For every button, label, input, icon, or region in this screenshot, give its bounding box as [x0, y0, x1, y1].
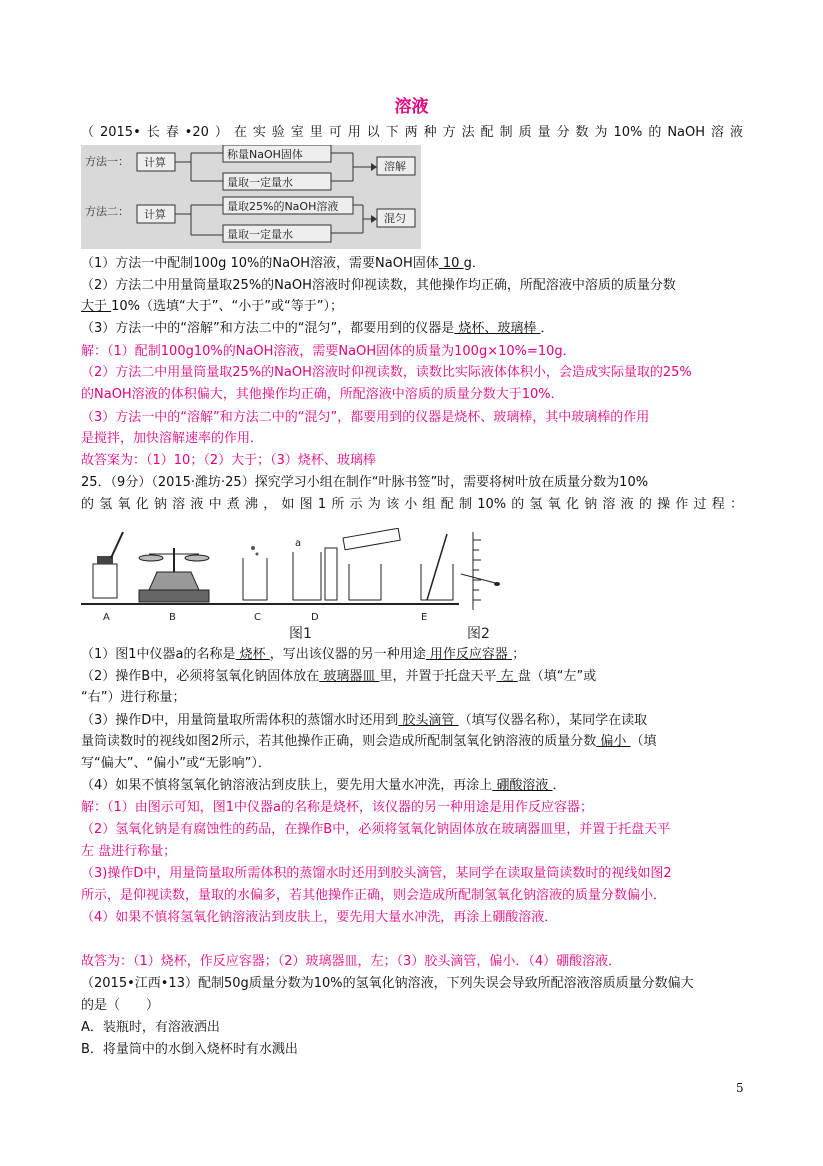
q1-p1-unit: g．: [463, 256, 485, 271]
q2-part4: [81, 777, 743, 795]
q1-solution-3b: 是搅拌，加快溶解速率的作用．: [81, 431, 264, 446]
q2-intro-line2: 的氢氧化钠溶液中煮沸，如图1所示为该小组配制10%的氢氧化钠溶液的操作过程：: [81, 497, 743, 512]
fig-instrument-a-label: a: [295, 538, 302, 549]
q2-p4-end: ．: [552, 778, 566, 793]
m2-water-box: 量取一定量水: [227, 228, 293, 241]
q3-option-a: A．装瓶时，有溶液洒出: [81, 1020, 220, 1035]
q2-part3-line3: 写“偏大”、“偏小”或“无影响”）．: [81, 756, 271, 771]
q2-p4-text: （4）如果不慎将氢氧化钠溶液沾到皮肤上，要先用大量水冲洗，再涂上: [81, 778, 493, 793]
q2-p1-text2: ，写出该仪器的另一种用途: [269, 647, 426, 662]
fig-letter-a: A: [103, 612, 110, 623]
q2-solution-3a: （3)操作D中，用量筒量取所需体积的蒸馏水时还用到胶头滴管，某同学在读取量筒读数时的视线如图2: [81, 866, 672, 881]
q2-intro-line1: 25．（9分）（2015·潍坊·25）探究学习小组在制作“叶脉书签”时，需要将树叶放在质量分数为10%: [81, 475, 649, 490]
q2-solution-1: 解：（1）由图示可知，图1中仪器a的名称是烧杯，该仪器的另一种用途是用作反应容器；: [81, 800, 594, 815]
page-number: 5: [736, 1081, 744, 1095]
q2-part2-line2: “右”）进行称量；: [81, 690, 186, 705]
q1-solution-1: 解：（1）配制100g10%的NaOH溶液，需要NaOH固体的质量为100g×10%=10g．: [81, 344, 576, 359]
q2-solution-2b: 左 盘进行称量；: [81, 844, 177, 859]
fig1-caption: 图1: [289, 626, 312, 642]
q2-p3-text4: （填: [630, 734, 657, 749]
q2-p3-text2: （填写仪器名称），某同学在读取: [458, 713, 648, 728]
q2-p2-answer1: 玻璃器皿: [319, 669, 380, 684]
method2-label: 方法二：: [85, 205, 129, 218]
q1-p1-answer: 10: [438, 256, 464, 271]
q1-p2-text: 10%（选填“大于”、“小于”或“等于”）；: [111, 299, 343, 314]
m2-mix-box: 混匀: [384, 212, 406, 225]
q2-part2-line1: [81, 668, 743, 686]
q1-p2-answer: 大于: [81, 299, 112, 314]
q1-p3-end: ．: [540, 321, 554, 336]
q2-p3-answer1: 胶头滴管: [398, 713, 459, 728]
q1-p3-answer: 烧杯、玻璃棒: [454, 321, 541, 336]
q2-p1-text: （1）图1中仪器a的名称是: [81, 647, 236, 662]
fig-letter-e: E: [421, 612, 428, 623]
method-flowchart-figure: [81, 145, 421, 249]
q2-p2-text3: 盘（填“左”或: [517, 669, 597, 684]
q2-p3-text: （3）操作D中，用量筒量取所需体积的蒸馏水时还用到: [81, 713, 399, 728]
lab-operation-figure: [81, 528, 501, 644]
q1-answer: 故答案为：（1）10；（2）大于；（3）烧杯、玻璃棒: [81, 453, 376, 468]
q3-intro-line2: 的是（ ）: [81, 998, 160, 1013]
method1-label: 方法一：: [85, 155, 129, 168]
q3-intro-line1: （2015•江西•13）配制50g质量分数为10%的氢氧化钠溶液，下列失误会导致所配溶液溶质质量分数偏大: [81, 976, 694, 991]
m1-water-box: 量取一定量水: [227, 176, 293, 189]
fig-letter-c: C: [254, 612, 261, 623]
q3-option-b: B．将量筒中的水倒入烧杯时有水溅出: [81, 1042, 298, 1057]
q1-solution-2a: （2）方法二中用量筒量取25%的NaOH溶液时仰视读数，读数比实际液体体积小，会造成实际量取的25%: [81, 365, 692, 380]
m1-calc-box: 计算: [144, 156, 166, 169]
q2-part3-line2: [81, 733, 743, 751]
q2-p3-answer2: 偏小: [596, 734, 631, 749]
q1-part3: [81, 320, 743, 338]
q2-p2-text: （2）操作B中，必须将氢氧化钠固体放在: [81, 669, 320, 684]
q2-part3-line1: [81, 712, 743, 730]
q1-part1: [81, 255, 743, 273]
fig-letter-d: D: [311, 612, 319, 623]
q2-p1-end: ；: [512, 647, 526, 662]
q1-part2-line1: （2）方法二中用量筒量取25%的NaOH溶液时仰视读数，其他操作均正确，所配溶液中溶质的质量分数: [81, 278, 676, 293]
q1-intro: （2015•长春•20）在实验室里可用以下两种方法配制质量分数为10%的NaOH溶液: [81, 125, 743, 140]
q2-p3-text3: 量筒读数时的视线如图2所示，若其他操作正确，则会造成所配制氢氧化钠溶液的质量分数: [81, 734, 597, 749]
q2-answer: 故答为：（1）烧杯，作反应容器；（2）玻璃器皿，左；（3）胶头滴管，偏小．（4）硼酸溶液．: [81, 954, 622, 969]
q2-p1-answer1: 烧杯: [235, 647, 270, 662]
q2-p4-answer: 硼酸溶液: [492, 778, 553, 793]
m1-dissolve-box: 溶解: [384, 160, 406, 173]
q2-p1-answer2: 用作反应容器: [425, 647, 513, 662]
q2-p2-answer2: 左: [496, 669, 518, 684]
m2-solution-box: 量取25%的NaOH溶液: [227, 200, 339, 213]
q1-solution-2b: 的NaOH溶液的体积偏大，其他操作均正确，所配溶液中溶质的质量分数大于10%．: [81, 387, 564, 402]
q1-p3-text: （3）方法一中的“溶解”和方法二中的“混匀”，都要用到的仪器是: [81, 321, 455, 336]
m2-calc-box: 计算: [144, 208, 166, 221]
q2-part1: [81, 646, 743, 664]
q1-part2-line2: [81, 298, 743, 316]
q2-solution-4: （4）如果不慎将氢氧化钠溶液沾到皮肤上，要先用大量水冲洗，再涂上硼酸溶液．: [81, 910, 558, 925]
q2-solution-2a: （2）氢氧化钠是有腐蚀性的药品，在操作B中，必须将氢氧化钠固体放在玻璃器皿里，并置于托盘天平: [81, 822, 671, 837]
q2-p2-text2: 里，并置于托盘天平: [379, 669, 497, 684]
page-title: 溶液: [394, 97, 429, 117]
fig-letter-b: B: [169, 612, 176, 623]
m1-weigh-box: 称量NaOH固体: [227, 148, 303, 161]
fig2-caption: 图2: [467, 626, 490, 642]
q1-p1-text: （1）方法一中配制100g 10%的NaOH溶液，需要NaOH固体: [81, 256, 439, 271]
q1-solution-3a: （3）方法一中的“溶解”和方法二中的“混匀”，都要用到的仪器是烧杯、玻璃棒，其中玻璃棒的作用: [81, 410, 650, 425]
q2-solution-3b: 所示，是仰视读数，量取的水偏多，若其他操作正确，则会造成所配制氢氧化钠溶液的质量分数偏小．: [81, 888, 667, 903]
